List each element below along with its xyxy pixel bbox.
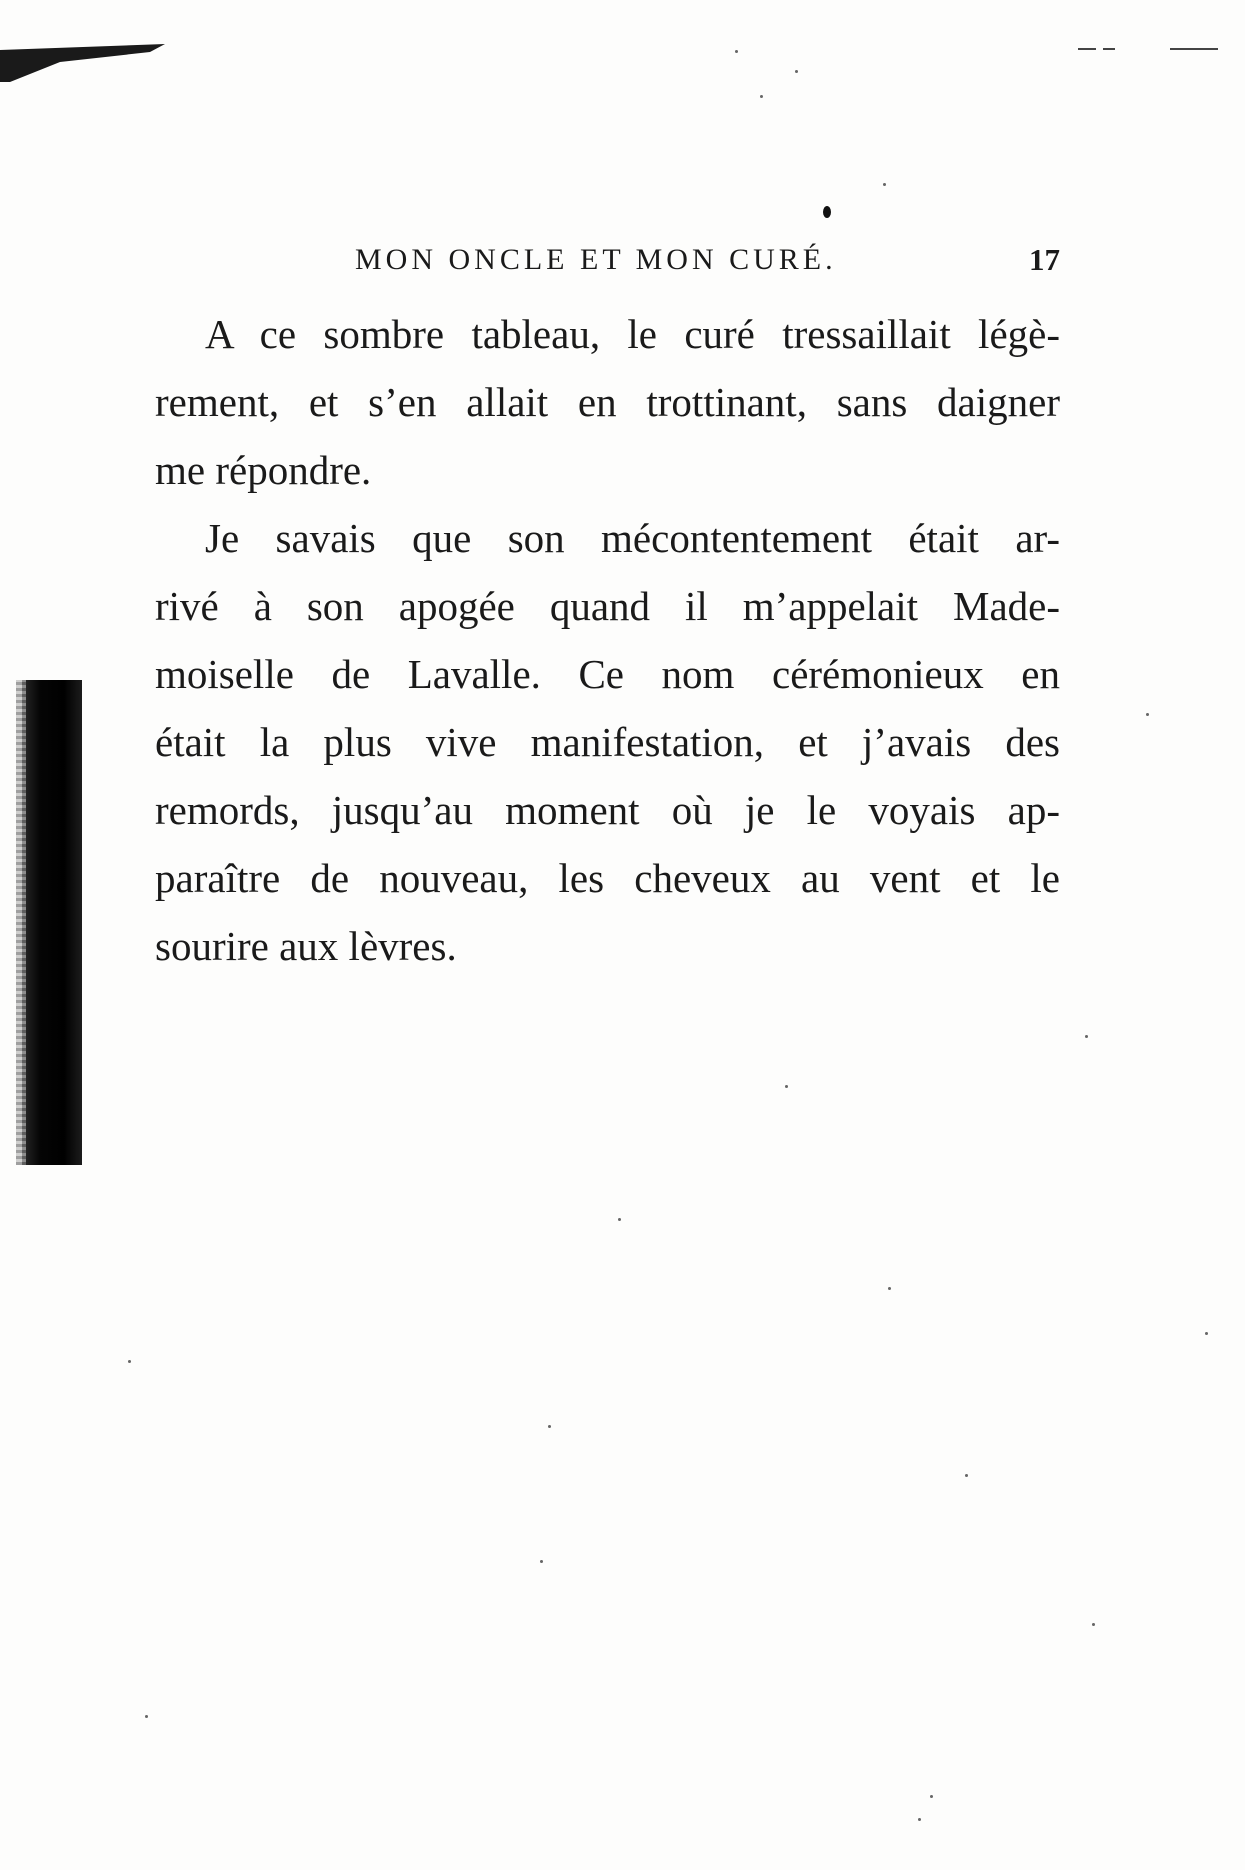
- dust-speck: [883, 183, 886, 186]
- text-line: sourire aux lèvres.: [155, 923, 457, 969]
- dust-speck: [888, 1287, 891, 1290]
- dust-speck: [785, 1085, 788, 1088]
- text-line: remords, jusqu’au moment où je le voyais ap-: [155, 787, 1060, 833]
- text-line: Je savais que son mécontentement était ar-: [205, 515, 1060, 561]
- dust-speck: [918, 1818, 921, 1821]
- running-header: [155, 240, 1060, 280]
- text-line: rement, et s’en allait en trottinant, sans daigner: [155, 379, 1060, 425]
- dust-speck: [548, 1425, 551, 1428]
- scan-dash: [1078, 48, 1096, 50]
- text-line: moiselle de Lavalle. Ce nom cérémonieux en: [155, 651, 1060, 697]
- dust-speck: [1092, 1623, 1095, 1626]
- dust-speck: [760, 95, 763, 98]
- body-text: [155, 300, 1060, 980]
- text-line: était la plus vive manifestation, et j’avais des: [155, 719, 1060, 765]
- dust-speck: [1146, 713, 1149, 716]
- text-line: me répondre.: [155, 447, 372, 493]
- scan-dash: [1170, 48, 1218, 50]
- dust-speck: [930, 1795, 933, 1798]
- text-line: A ce sombre tableau, le curé tressaillait légè-: [205, 311, 1060, 357]
- dust-speck: [145, 1715, 148, 1718]
- dust-speck: [618, 1218, 621, 1221]
- dust-speck: [1205, 1332, 1208, 1335]
- scan-corner-mark: [0, 44, 165, 82]
- dust-speck: [735, 50, 738, 53]
- page-number: 17: [1029, 242, 1060, 277]
- paragraph: [155, 300, 1060, 504]
- text-line: paraître de nouveau, les cheveux au vent et le: [155, 855, 1060, 901]
- dust-speck: [965, 1474, 968, 1477]
- paragraph: [155, 504, 1060, 980]
- binding-shadow: [22, 680, 82, 1165]
- ink-spot: [823, 206, 831, 218]
- dust-speck: [1085, 1035, 1088, 1038]
- dust-speck: [128, 1360, 131, 1363]
- text-line: rivé à son apogée quand il m’appelait Made-: [155, 583, 1060, 629]
- running-title: MON ONCLE ET MON CURÉ.: [355, 243, 837, 276]
- scan-dash: [1103, 48, 1115, 50]
- dust-speck: [795, 70, 798, 73]
- dust-speck: [540, 1560, 543, 1563]
